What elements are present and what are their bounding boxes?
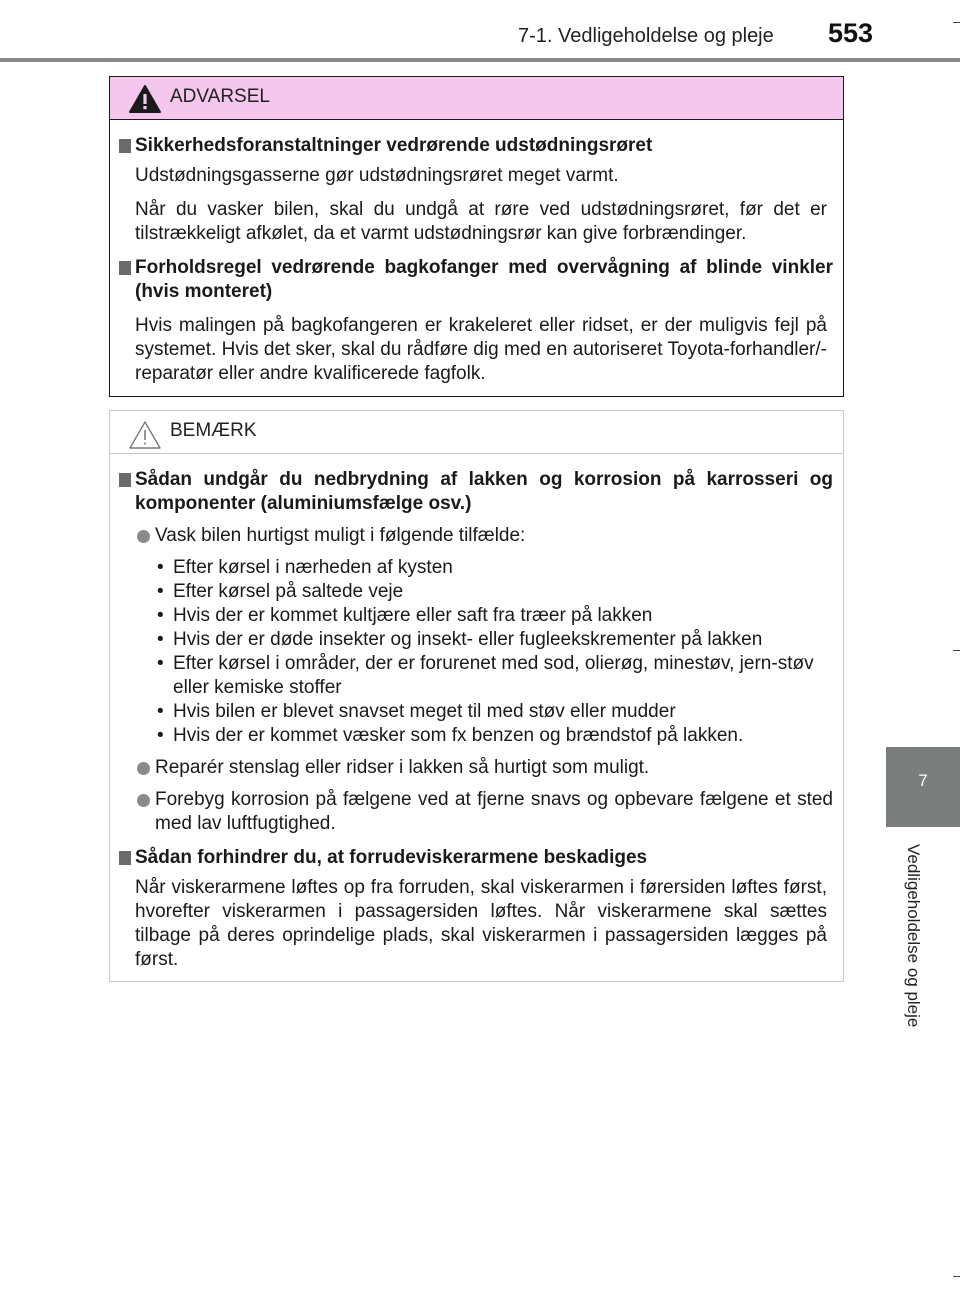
warning-subheading: Forholdsregel vedrørende bagkofanger med overvågning af blinde vinkler (hvis monteret): [119, 256, 833, 304]
list-item: • Hvis der er døde insekter og insekt- eller fugleekskrementer på lakken: [155, 628, 833, 652]
notice-subheading: Sådan forhindrer du, at forrudeviskerarmene beskadiges: [119, 846, 833, 870]
list-item: • Hvis der er kommet væsker som fx benzen og brændstof på lakken.: [155, 724, 833, 748]
notice-paragraph: Når viskerarmene løftes op fra forruden, skal viskerarmen i førersiden løftes først, hvorefter viskerarmen i passagersiden løftes. Når viskerarmene skal sættes tilbage på deres oprindelige plads, skal viskerarmen i passagersiden lægges på først.: [135, 877, 827, 970]
warning-triangle-filled-icon: [128, 84, 162, 114]
square-bullet-icon: [119, 261, 131, 275]
crop-mark: [953, 650, 960, 651]
square-bullet-icon: [119, 139, 131, 153]
warning-paragraph: Udstødningsgasserne gør udstødningsrøret meget varmt.: [135, 165, 619, 186]
circle-bullet-icon: [137, 762, 150, 775]
chapter-tab: [886, 747, 960, 827]
page-number: 553: [828, 18, 874, 48]
notice-bullet: Forebyg korrosion på fælgene ved at fjerne snavs og opbevare fælgene et sted med lav luftfugtighed.: [119, 788, 833, 836]
list-item: • Efter kørsel i områder, der er forurenet med sod, olierøg, minestøv, jern-støv eller kemiske stoffer: [155, 652, 833, 700]
notice-title: BEMÆRK: [170, 420, 257, 441]
warning-paragraph: Når du vasker bilen, skal du undgå at røre ved udstødningsrøret, før det er tilstrækkeligt afkølet, da et varmt udstødningsrør kan give forbrændinger.: [135, 199, 827, 244]
notice-bullet: Vask bilen hurtigst muligt i følgende tilfælde:: [119, 524, 833, 548]
warning-triangle-outline-icon: [128, 420, 162, 450]
list-item: • Efter kørsel på saltede veje: [155, 580, 833, 604]
circle-bullet-icon: [137, 530, 150, 543]
notice-content: [110, 454, 843, 972]
list-item: • Hvis der er kommet kultjære eller saft fra træer på lakken: [155, 604, 833, 628]
warning-subheading: Sikkerhedsforanstaltninger vedrørende udstødningsrøret: [119, 134, 833, 158]
header-rule: [0, 58, 960, 62]
crop-mark: [953, 22, 960, 23]
crop-mark: [953, 1276, 960, 1277]
notice-box: [109, 410, 844, 982]
warning-box: [109, 76, 844, 397]
square-bullet-icon: [119, 851, 131, 865]
chapter-label: Vedligeholdelse og pleje: [904, 844, 923, 1028]
warning-content: [110, 120, 843, 386]
notice-bullet: Reparér stenslag eller ridser i lakken så hurtigt som muligt.: [119, 756, 833, 780]
chapter-number: 7: [918, 771, 928, 790]
list-item: • Efter kørsel i nærheden af kysten: [155, 556, 833, 580]
warning-title: ADVARSEL: [170, 86, 270, 107]
warning-header: [110, 77, 843, 120]
notice-subheading: Sådan undgår du nedbrydning af lakken og korrosion på karrosseri og komponenter (aluminiumsfælge osv.): [119, 468, 833, 516]
section-title: 7-1. Vedligeholdelse og pleje: [518, 25, 774, 47]
square-bullet-icon: [119, 473, 131, 487]
circle-bullet-icon: [137, 794, 150, 807]
notice-header: [110, 411, 843, 454]
list-item: • Hvis bilen er blevet snavset meget til med støv eller mudder: [155, 700, 833, 724]
notice-sublist: [119, 556, 833, 748]
warning-paragraph: Hvis malingen på bagkofangeren er krakeleret eller ridset, er der muligvis fejl på systemet. Hvis det sker, skal du rådføre dig med en autoriseret Toyota-forhandler/-reparatør eller andre kvalificerede fagfolk.: [135, 315, 827, 384]
